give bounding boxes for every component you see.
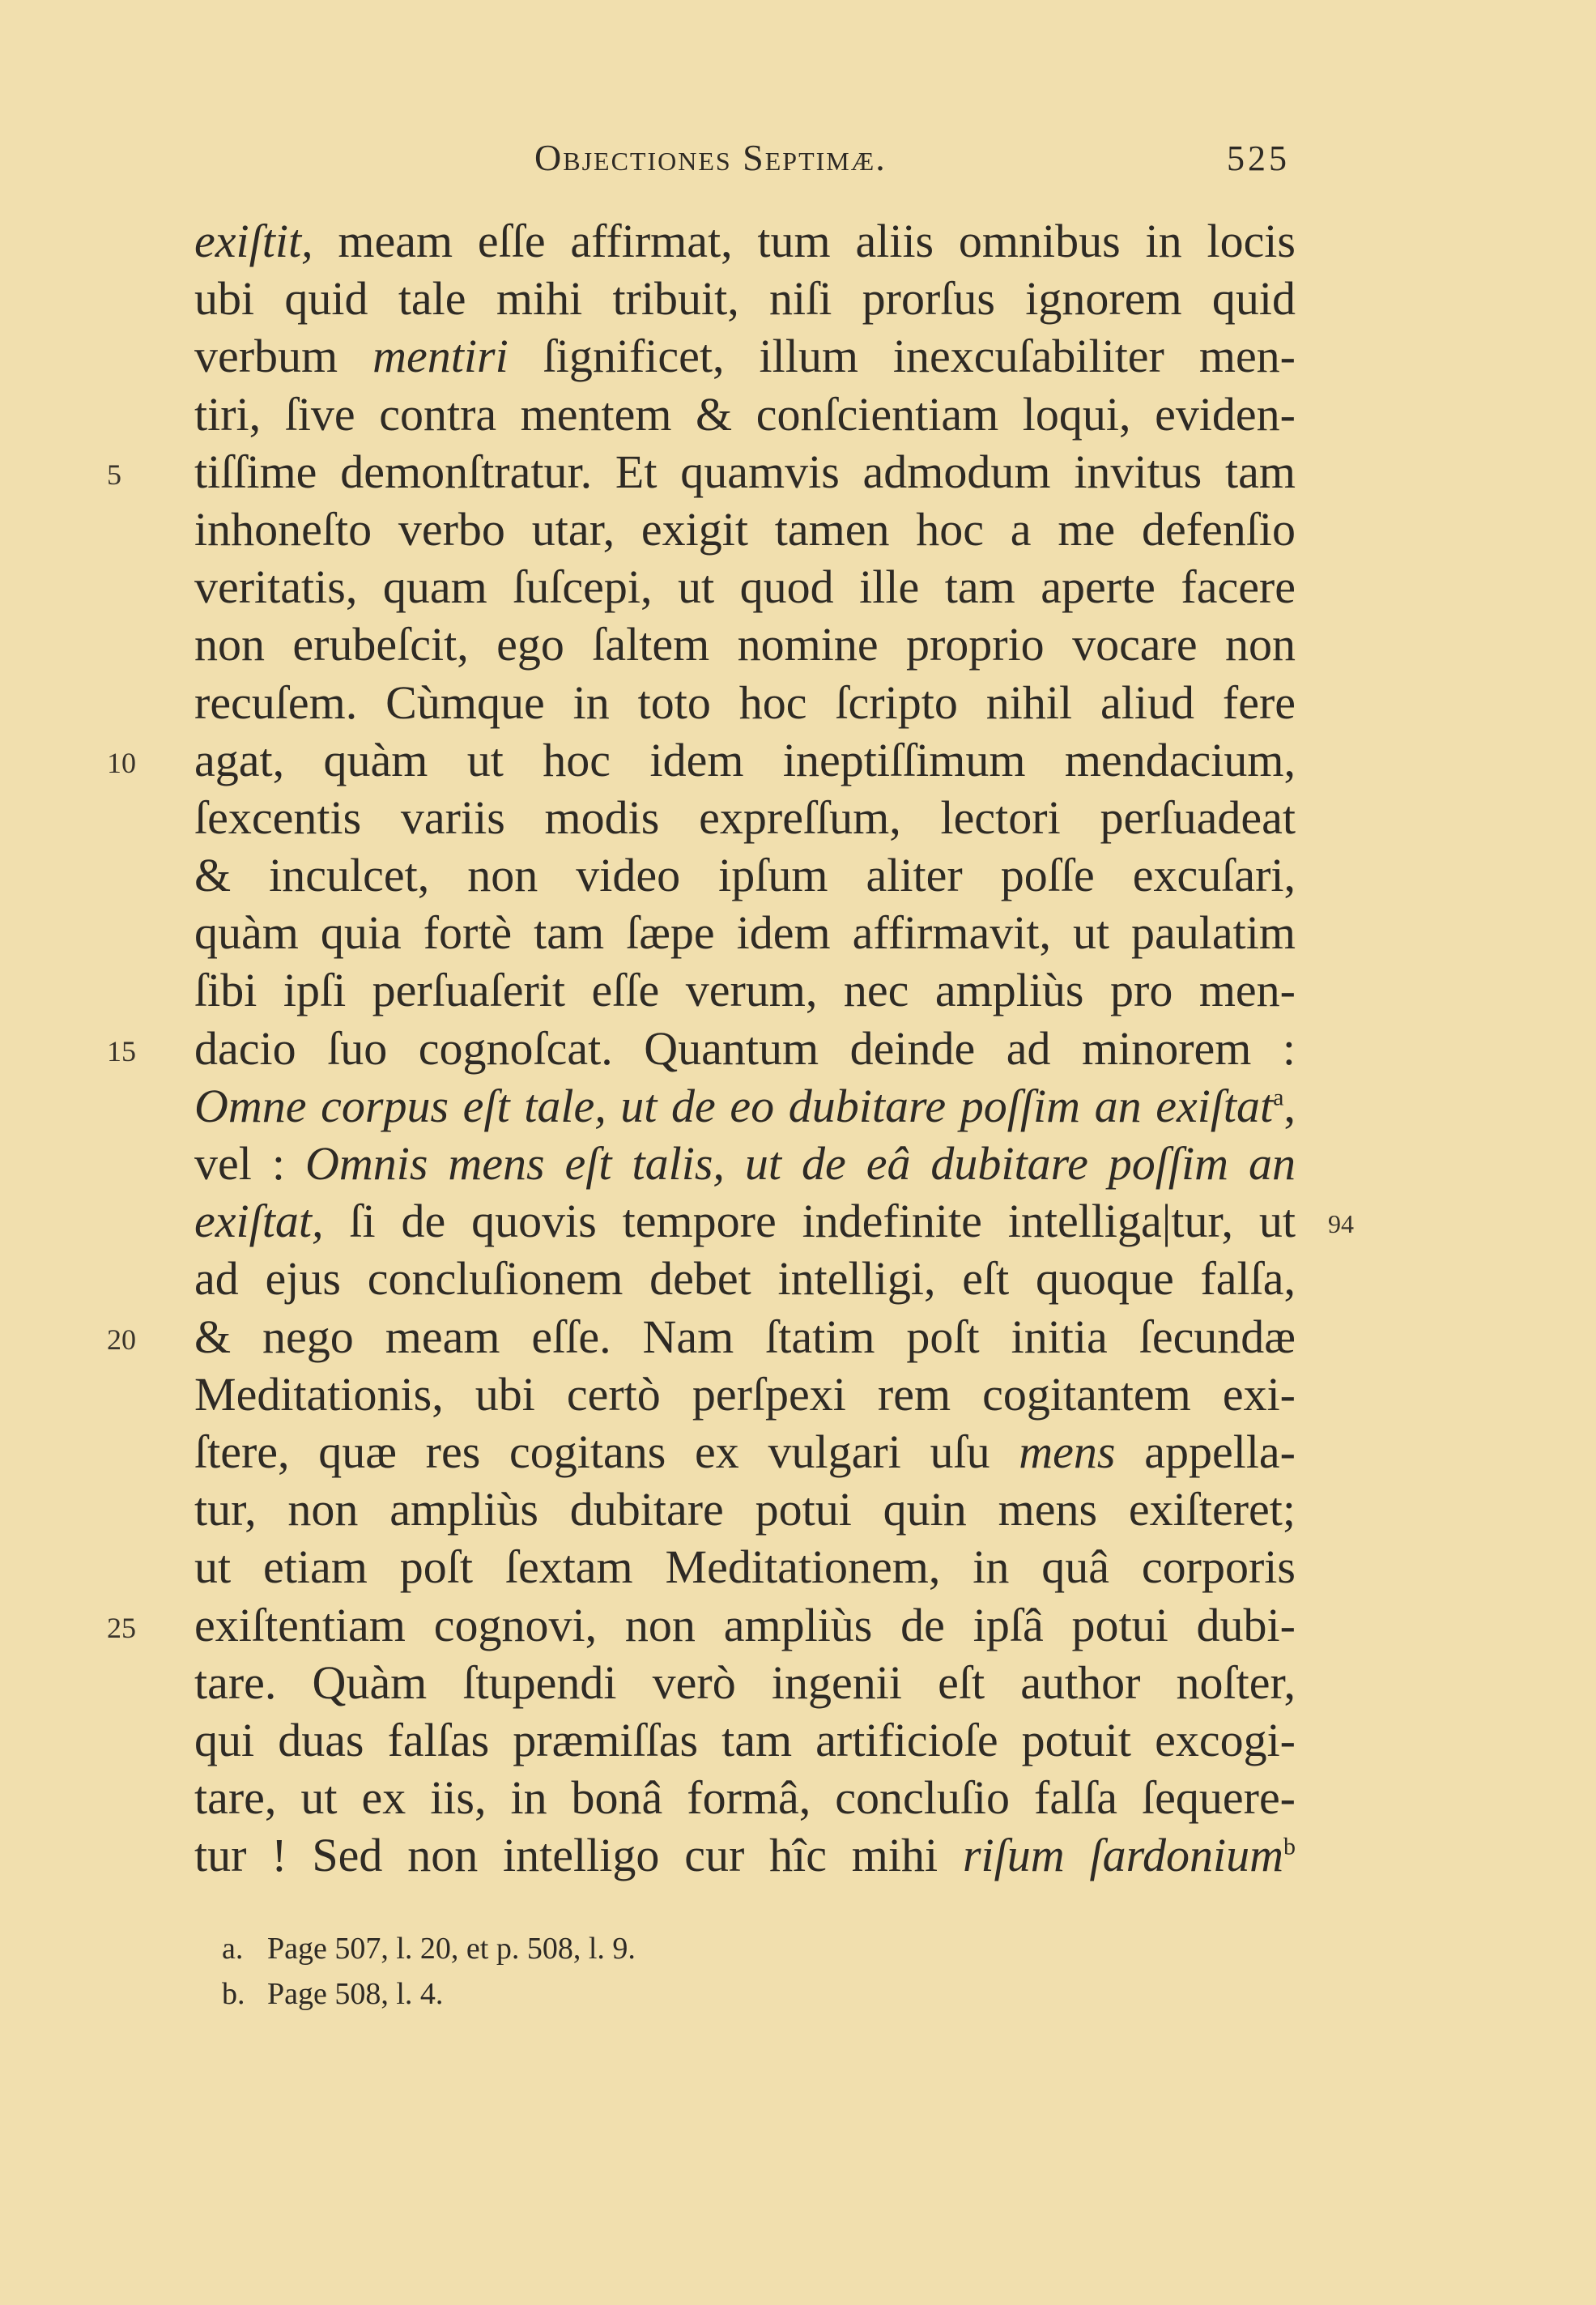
text-line bbox=[194, 616, 1296, 673]
footnote-text: Page 508, l. 4. bbox=[267, 1977, 444, 2011]
text-segment: recuſem. Cùmque in toto hoc ſcripto nihil aliud fere bbox=[194, 675, 1296, 729]
text-line bbox=[194, 1135, 1296, 1192]
text-line bbox=[194, 1769, 1296, 1826]
text-line bbox=[194, 1481, 1296, 1538]
margin-page-ref: 94 bbox=[1328, 1209, 1354, 1239]
italic-text: exiſtit, bbox=[194, 215, 313, 267]
text-line bbox=[194, 1826, 1296, 1884]
text-line bbox=[194, 1423, 1296, 1481]
text-line bbox=[107, 1308, 1296, 1366]
text-line bbox=[194, 904, 1296, 961]
text-segment: & inculcet, non video ipſum aliter poſſe excuſari, bbox=[194, 849, 1296, 902]
line-number: 15 bbox=[107, 1034, 136, 1067]
text-segment: quàm quia fortè tam ſæpe idem affirmavit, ut paulatim bbox=[194, 906, 1296, 960]
text-segment: exiſtentiam cognovi, non ampliùs de ipſâ potui dubi- bbox=[194, 1598, 1296, 1651]
text-segment: ſexcentis variis modis expreſſum, lectori perſuadeat bbox=[194, 790, 1296, 844]
text-line bbox=[194, 270, 1296, 327]
footnote-mark: b. bbox=[222, 1977, 245, 2011]
text-segment: Meditationis, ubi certò perſpexi rem cogitantem exi- bbox=[194, 1367, 1296, 1421]
footnote bbox=[222, 1971, 636, 2017]
text-line bbox=[194, 386, 1296, 443]
text-line bbox=[194, 961, 1296, 1019]
text-segment: tur ! Sed non intelligo cur hîc mihi bbox=[194, 1829, 963, 1882]
text-segment: ſibi ipſi perſuaſerit eſſe verum, nec ampliùs pro men- bbox=[194, 964, 1296, 1017]
text-segment: meam eſſe affirmat, tum aliis omnibus in locis bbox=[313, 215, 1296, 267]
italic-text: riſum ſardonium bbox=[962, 1829, 1283, 1882]
line-number: 5 bbox=[107, 458, 121, 491]
running-title: Objectiones Septimæ. bbox=[534, 137, 887, 178]
text-segment: ſi de quovis tempore indefinite intelliga|tur, ut bbox=[323, 1195, 1296, 1248]
text-segment: tare. Quàm ſtupendi verò ingenii eſt author noſter, bbox=[194, 1655, 1296, 1709]
text-segment: tiſſime demonſtratur. Et quamvis admodum invitus tam bbox=[194, 445, 1296, 498]
text-line bbox=[194, 212, 1296, 270]
text-line bbox=[194, 674, 1296, 731]
italic-text: Omnis mens eſt talis, ut de eâ dubitare poſſim an bbox=[304, 1137, 1296, 1190]
text-segment: tare, ut ex iis, in bonâ formâ, concluſio falſa ſequere- bbox=[194, 1771, 1296, 1825]
text-line bbox=[194, 1538, 1296, 1596]
text-segment: & nego meam eſſe. Nam ſtatim poſt initia ſecundæ bbox=[194, 1310, 1296, 1363]
text-segment: ſignificet, illum inexcuſabiliter men- bbox=[508, 330, 1296, 383]
line-number: 25 bbox=[107, 1611, 136, 1644]
text-segment: qui duas falſas præmiſſas tam artificioſe potuit excogi- bbox=[194, 1713, 1296, 1766]
italic-text: mens bbox=[1019, 1425, 1116, 1478]
text-segment: veritatis, quam ſuſcepi, ut quod ille tam aperte facere bbox=[194, 560, 1296, 614]
line-number: 20 bbox=[107, 1323, 136, 1356]
footnote bbox=[222, 1926, 636, 1971]
footnotes bbox=[222, 1926, 636, 2017]
italic-text: mentiri bbox=[372, 330, 509, 383]
text-segment: dacio ſuo cognoſcat. Quantum deinde ad minorem : bbox=[194, 1021, 1296, 1075]
text-segment: vel : bbox=[194, 1137, 305, 1190]
text-line bbox=[194, 1711, 1296, 1769]
text-segment: inhoneſto verbo utar, exigit tamen hoc a me defenſio bbox=[194, 502, 1296, 556]
footnote-text: Page 507, l. 20, et p. 508, l. 9. bbox=[267, 1932, 636, 1966]
main-text bbox=[107, 212, 1354, 1884]
text-segment: non erubeſcit, ego ſaltem nomine proprio vocare non bbox=[194, 618, 1296, 671]
footnote-ref: a bbox=[1273, 1084, 1284, 1111]
text-segment: ut etiam poſt ſextam Meditationem, in quâ corporis bbox=[194, 1540, 1296, 1594]
text-line bbox=[194, 327, 1296, 385]
text-line bbox=[194, 789, 1296, 846]
text-line bbox=[194, 1077, 1296, 1135]
text-segment: ubi quid tale mihi tribuit, niſi prorſus ignorem quid bbox=[194, 272, 1296, 326]
text-line bbox=[107, 443, 1296, 501]
text-segment: ſtere, quæ res cogitans ex vulgari uſu bbox=[194, 1425, 1019, 1478]
footnote-mark: a. bbox=[222, 1932, 244, 1966]
text-line bbox=[107, 731, 1296, 789]
text-segment: verbum bbox=[194, 330, 373, 383]
page-number: 525 bbox=[1227, 138, 1290, 178]
italic-text: exiſtat, bbox=[194, 1195, 324, 1248]
text-segment: tiri, ſive contra mentem & conſcientiam loqui, eviden- bbox=[194, 387, 1296, 441]
running-head bbox=[0, 136, 1596, 185]
text-line bbox=[194, 1192, 1354, 1250]
text-line bbox=[194, 1250, 1296, 1307]
text-line bbox=[194, 1366, 1296, 1423]
text-segment: appella- bbox=[1115, 1425, 1296, 1478]
text-line bbox=[194, 558, 1296, 616]
text-line bbox=[194, 846, 1296, 904]
footnote-ref: b bbox=[1283, 1833, 1296, 1860]
text-segment: , bbox=[1283, 1079, 1296, 1132]
text-line bbox=[107, 1020, 1296, 1077]
text-segment: tur, non ampliùs dubitare potui quin mens exiſteret; bbox=[194, 1483, 1296, 1536]
text-segment: agat, quàm ut hoc idem ineptiſſimum mendacium, bbox=[194, 733, 1296, 786]
text-line bbox=[107, 1596, 1296, 1654]
italic-text: Omne corpus eſt tale, ut de eo dubitare poſſim an exiſtat bbox=[194, 1079, 1274, 1132]
text-segment: ad ejus concluſionem debet intelligi, eſt quoque falſa, bbox=[194, 1252, 1296, 1306]
text-line bbox=[194, 501, 1296, 558]
line-number: 10 bbox=[107, 746, 136, 779]
text-line bbox=[194, 1654, 1296, 1711]
